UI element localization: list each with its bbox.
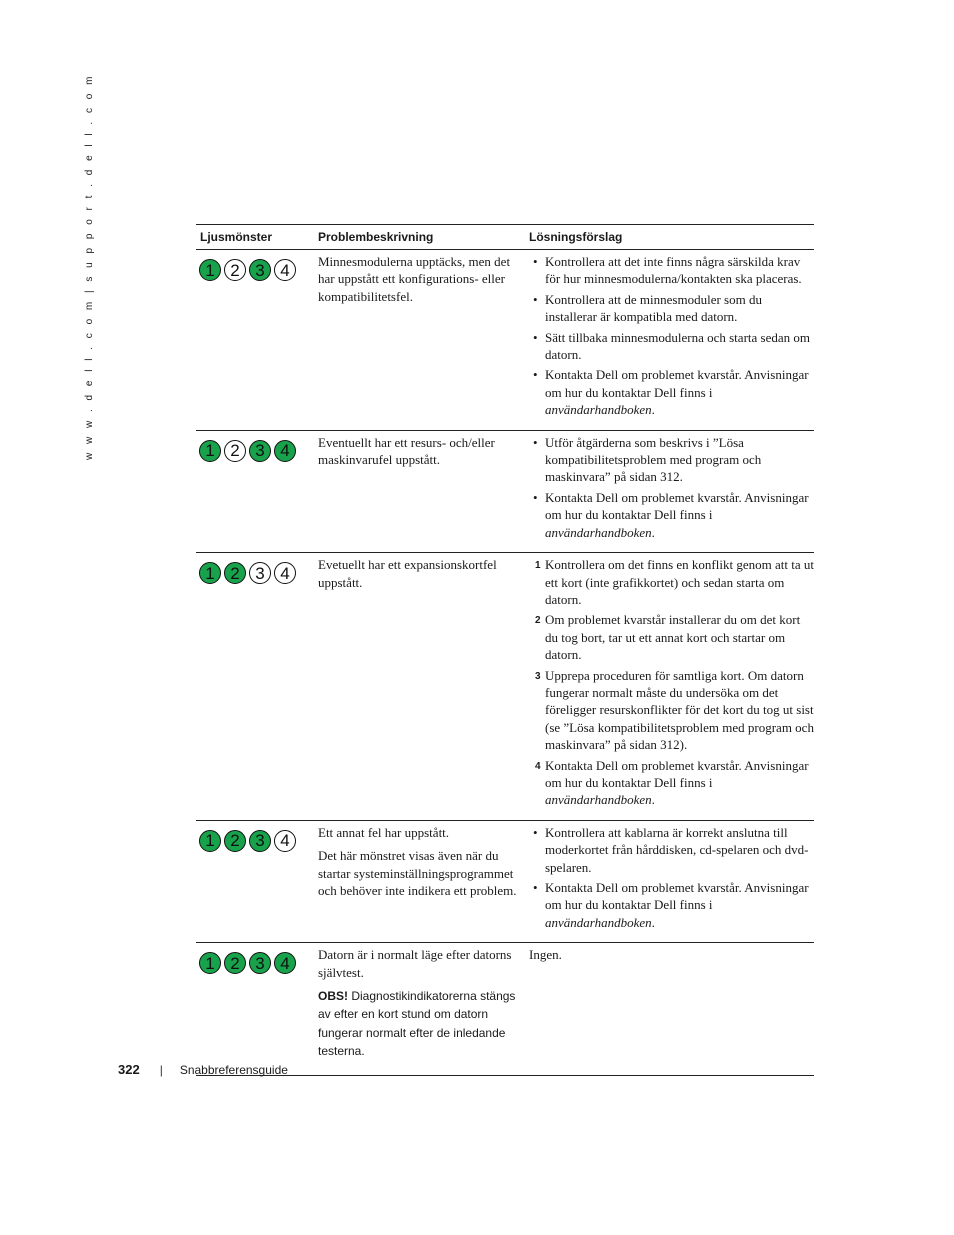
light-pattern-cell bbox=[196, 250, 318, 430]
header-solution: Lösningsförslag bbox=[529, 230, 623, 244]
solution-cell bbox=[529, 431, 814, 552]
light-pattern bbox=[199, 431, 318, 462]
list-item bbox=[529, 253, 814, 288]
list-item bbox=[529, 434, 814, 486]
diagnostic-light-3-icon: 3 bbox=[249, 952, 271, 974]
diagnostic-lights-table bbox=[196, 224, 814, 1076]
problem-description-text: Minnesmodulerna upptäcks, men det har uppstått ett konfigurations- eller kompatibilitetsfel. bbox=[318, 254, 511, 304]
problem-description-text: Eventuellt har ett resurs- och/eller maskinvarufel uppstått. bbox=[318, 434, 495, 468]
solution-cell bbox=[529, 943, 814, 1074]
problem-description-cell bbox=[318, 250, 529, 430]
diagnostic-light-2-icon: 2 bbox=[224, 440, 246, 462]
diagnostic-light-4-icon: 4 bbox=[274, 440, 296, 462]
manual-reference: användarhandboken bbox=[545, 792, 652, 808]
diagnostic-light-1-icon: 1 bbox=[199, 952, 221, 974]
diagnostic-light-3-icon: 3 bbox=[249, 259, 271, 281]
side-url: w w w . d e l l . c o m | s u p p o r t . d e l l . c o m bbox=[84, 73, 95, 460]
page-number: 322 bbox=[118, 1062, 140, 1077]
light-pattern-cell bbox=[196, 943, 318, 1074]
diagnostic-light-3-icon: 3 bbox=[249, 830, 271, 852]
table-row bbox=[196, 431, 814, 553]
problem-description-cell bbox=[318, 431, 529, 552]
list-item bbox=[529, 556, 814, 608]
list-item bbox=[529, 667, 814, 754]
diagnostic-light-4-icon: 4 bbox=[274, 952, 296, 974]
solution-text: Kontrollera att kablarna är korrekt anslutna till moderkortet från hårddisken, cd-spelaren och dvd-spelaren. bbox=[545, 824, 809, 875]
list-item bbox=[529, 291, 814, 326]
list-item bbox=[529, 366, 814, 418]
solution-text: Kontakta Dell om problemet kvarstår. Anvisningar om hur du kontaktar Dell finns i bbox=[545, 367, 809, 400]
solution-text: Utför åtgärderna som beskrivs i ”Lösa kompatibilitetsproblem med program och maskinvara” på sidan 312. bbox=[545, 434, 762, 485]
solution-text: Om problemet kvarstår installerar du om det kort du tog bort, tar ut ett annat kort och startar om datorn. bbox=[545, 612, 801, 663]
solution-cell bbox=[529, 250, 814, 430]
footer-separator: | bbox=[159, 1062, 163, 1077]
light-pattern-cell bbox=[196, 431, 318, 552]
diagnostic-light-1-icon: 1 bbox=[199, 440, 221, 462]
diagnostic-light-2-icon: 2 bbox=[224, 562, 246, 584]
table-row bbox=[196, 250, 814, 431]
solution-text-tail: . bbox=[651, 792, 655, 808]
list-item bbox=[529, 329, 814, 364]
solution-text: Kontrollera att det inte finns några särskilda krav för hur minnesmodulerna/kontakten ska placeras. bbox=[545, 254, 802, 287]
list-item bbox=[529, 879, 814, 931]
solution-text: Upprepa proceduren för samtliga kort. Om datorn fungerar normalt måste du undersöka om det föreligger resurskonflikter för det kort du tog ut sist (se ”Lösa kompatibilitetsproblem med program och maskinvara” på sidan 312). bbox=[545, 667, 814, 753]
solution-text: Kontrollera att de minnesmoduler som du installerar är kompatibla med datorn. bbox=[545, 291, 762, 325]
solution-text: Ingen. bbox=[529, 947, 562, 963]
solution-steps bbox=[529, 556, 814, 809]
step-number: 4 bbox=[535, 760, 541, 772]
solution-cell bbox=[529, 821, 814, 942]
diagnostic-light-4-icon: 4 bbox=[274, 830, 296, 852]
list-item bbox=[529, 489, 814, 541]
diagnostic-light-3-icon: 3 bbox=[249, 440, 271, 462]
light-pattern-cell bbox=[196, 821, 318, 942]
diagnostic-light-3-icon: 3 bbox=[249, 562, 271, 584]
list-item bbox=[529, 824, 814, 876]
note-label: OBS! bbox=[318, 989, 348, 1004]
solution-text-tail: . bbox=[651, 402, 655, 418]
manual-reference: användarhandboken bbox=[545, 524, 652, 540]
diagnostic-light-2-icon: 2 bbox=[224, 952, 246, 974]
solution-list bbox=[529, 824, 814, 931]
solution-text: Sätt tillbaka minnesmodulerna och starta sedan om datorn. bbox=[545, 329, 810, 363]
light-pattern bbox=[199, 821, 318, 852]
list-item bbox=[529, 757, 814, 809]
light-pattern bbox=[199, 250, 318, 281]
light-pattern bbox=[199, 943, 318, 974]
solution-text: Kontrollera om det finns en konflikt genom att ta ut ett kort (inte grafikkortet) och sedan starta om datorn. bbox=[545, 557, 814, 607]
header-problem-description: Problembeskrivning bbox=[318, 230, 434, 244]
step-number: 2 bbox=[535, 615, 541, 627]
solution-text-tail: . bbox=[651, 914, 655, 930]
table-body bbox=[196, 250, 814, 1075]
problem-description-cell bbox=[318, 821, 529, 942]
table-row bbox=[196, 553, 814, 821]
solution-text: Kontakta Dell om problemet kvarstår. Anvisningar om hur du kontaktar Dell finns i bbox=[545, 757, 809, 790]
solution-text: Kontakta Dell om problemet kvarstår. Anvisningar om hur du kontaktar Dell finns i bbox=[545, 880, 809, 913]
table-row bbox=[196, 943, 814, 1074]
list-item bbox=[529, 611, 814, 663]
problem-description-cell bbox=[318, 943, 529, 1074]
table-row bbox=[196, 821, 814, 943]
step-number: 3 bbox=[535, 670, 541, 682]
note-text: Diagnostikindikatorerna stängs av efter en kort stund om datorn fungerar normalt efter de inledande testerna. bbox=[318, 989, 516, 1059]
diagnostic-light-1-icon: 1 bbox=[199, 259, 221, 281]
manual-reference: användarhandboken bbox=[545, 914, 652, 930]
problem-description-text: Ett annat fel har uppstått. bbox=[318, 824, 450, 840]
footer-title: Snabbreferensguide bbox=[179, 1062, 288, 1077]
diagnostic-light-1-icon: 1 bbox=[199, 830, 221, 852]
manual-reference: användarhandboken bbox=[545, 402, 652, 418]
solution-list bbox=[529, 253, 814, 419]
page-footer bbox=[118, 1062, 288, 1077]
light-pattern bbox=[199, 553, 318, 584]
problem-description-cell bbox=[318, 553, 529, 820]
problem-description-text: Datorn är i normalt läge efter datorns självtest. bbox=[318, 947, 512, 980]
step-number: 1 bbox=[535, 560, 541, 572]
problem-description-text: Evetuellt har ett expansionskortfel uppstått. bbox=[318, 557, 497, 590]
header-light-pattern: Ljusmönster bbox=[200, 230, 273, 244]
diagnostic-light-2-icon: 2 bbox=[224, 830, 246, 852]
diagnostic-light-1-icon: 1 bbox=[199, 562, 221, 584]
note bbox=[318, 987, 523, 1061]
diagnostic-light-4-icon: 4 bbox=[274, 562, 296, 584]
diagnostic-light-2-icon: 2 bbox=[224, 259, 246, 281]
solution-text: Kontakta Dell om problemet kvarstår. Anvisningar om hur du kontaktar Dell finns i bbox=[545, 489, 809, 523]
problem-description-text: Det här mönstret visas även när du startar systeminställningsprogrammet och behöver inte indikera ett problem. bbox=[318, 848, 517, 898]
table-header bbox=[196, 225, 814, 250]
light-pattern-cell bbox=[196, 553, 318, 820]
solution-text-tail: . bbox=[651, 524, 655, 540]
solution-cell bbox=[529, 553, 814, 820]
diagnostic-light-4-icon: 4 bbox=[274, 259, 296, 281]
solution-list bbox=[529, 434, 814, 541]
